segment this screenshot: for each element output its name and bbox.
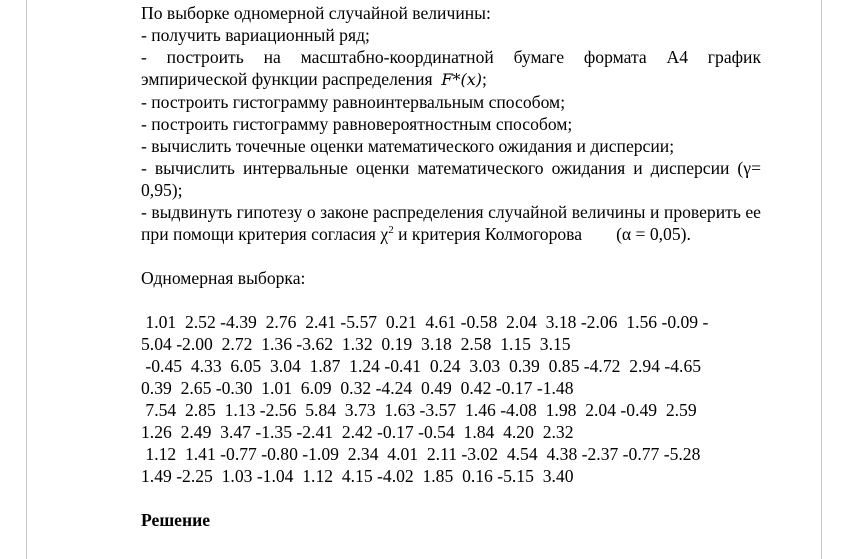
task-intro: По выборке одномерной случайной величины:: [141, 3, 491, 23]
task-item-hypothesis: [141, 201, 761, 245]
task-item-empirical-cdf-text: - построить на масштабно-координатной бумаге формата А4 график эмпирической функции распределения: [141, 47, 761, 89]
empirical-cdf-formula: F*(x): [441, 70, 482, 89]
task-item-hypothesis-text: - выдвинуть гипотезу о законе распределения случайной величины и проверить ее при помощи критерия согласия χ: [141, 202, 761, 244]
task-item-histogram-equal-interval: - построить гистограмму равноинтервальным способом;: [141, 92, 566, 112]
sample-line: 7.54 2.85 1.13 -2.56 5.84 3.73 1.63 -3.57 1.46 -4.08 1.98 2.04 -0.49 2.59: [141, 400, 697, 420]
sample-line: -0.45 4.33 6.05 3.04 1.87 1.24 -0.41 0.24 3.03 0.39 0.85 -4.72 2.94 -4.65: [141, 356, 702, 376]
page-right-border: [821, 0, 822, 559]
sample-line: 5.04 -2.00 2.72 1.36 -3.62 1.32 0.19 3.18 2.58 1.15 3.15: [141, 334, 571, 354]
sample-line: 1.12 1.41 -0.77 -0.80 -1.09 2.34 4.01 2.11 -3.02 4.54 4.38 -2.37 -0.77 -5.28: [141, 444, 701, 464]
sample-line: 0.39 2.65 -0.30 1.01 6.09 0.32 -4.24 0.49 0.42 -0.17 -1.48: [141, 378, 574, 398]
page-left-border: [26, 0, 27, 559]
task-item-histogram-equal-probability: - построить гистограмму равновероятностным способом;: [141, 114, 573, 134]
sample-line: 1.49 -2.25 1.03 -1.04 1.12 4.15 -4.02 1.85 0.16 -5.15 3.40: [141, 466, 574, 486]
solution-heading: Решение: [141, 510, 211, 530]
document-content: [141, 2, 761, 531]
empirical-cdf-formula-tail: ;: [482, 69, 487, 89]
chi-square-superscript: 2: [388, 224, 394, 237]
task-item-empirical-cdf: [141, 46, 761, 91]
task-item-hypothesis-alpha: (α = 0,05).: [616, 224, 691, 244]
task-item-hypothesis-kolmogorov: и критерия Колмогорова: [393, 224, 583, 244]
task-item-point-estimates: - вычислить точечные оценки математического ожидания и дисперсии;: [141, 136, 675, 156]
sample-line: 1.01 2.52 -4.39 2.76 2.41 -5.57 0.21 4.61 -0.58 2.04 3.18 -2.06 1.56 -0.09 -: [141, 312, 709, 332]
spacer: [141, 487, 761, 509]
sample-line: 1.26 2.49 3.47 -1.35 -2.41 2.42 -0.17 -0.54 1.84 4.20 2.32: [141, 422, 574, 442]
spacer: [141, 245, 761, 267]
task-item-interval-estimates: - вычислить интервальные оценки математического ожидания и дисперсии (γ= 0,95);: [141, 158, 761, 200]
sample-heading: Одномерная выборка:: [141, 268, 306, 288]
spacer: [141, 289, 761, 311]
task-item-variation-series: - получить вариационный ряд;: [141, 25, 370, 45]
